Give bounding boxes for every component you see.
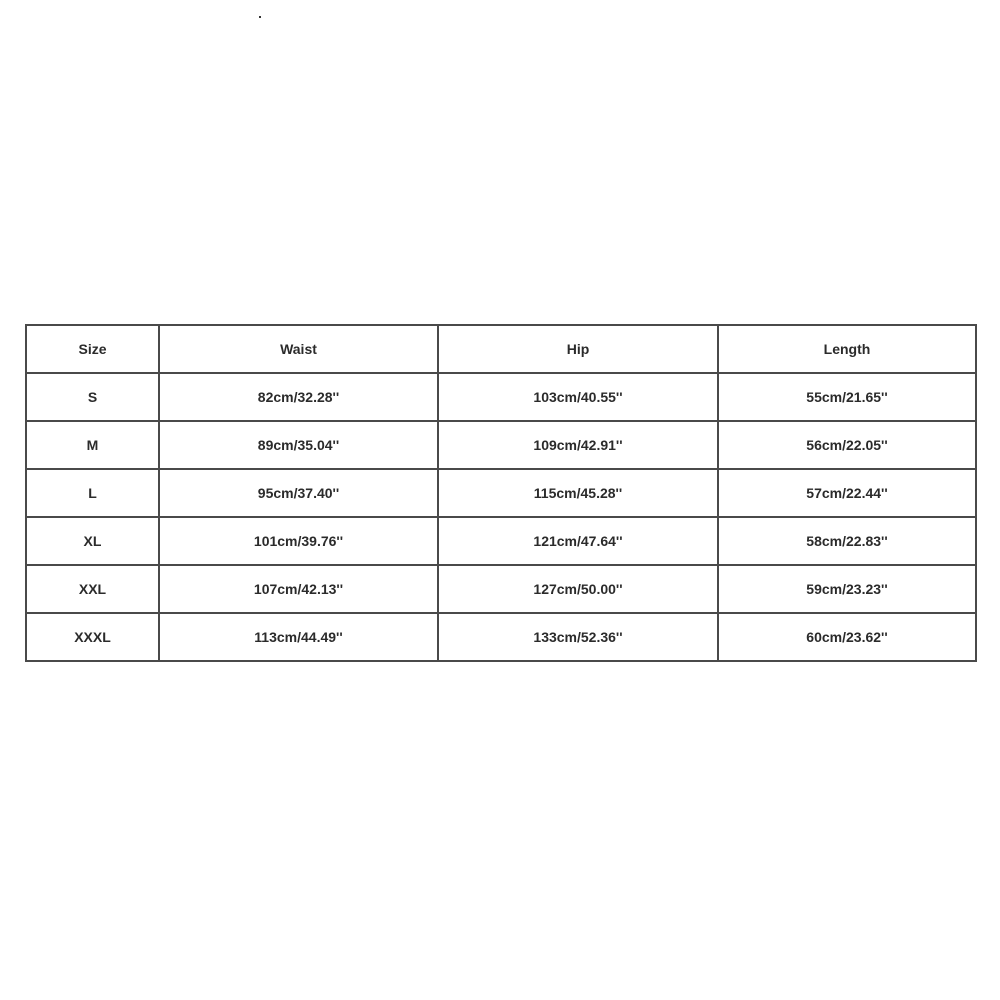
waist-cell: 113cm/44.49'' bbox=[159, 613, 438, 661]
size-cell: M bbox=[26, 421, 159, 469]
size-cell: XXL bbox=[26, 565, 159, 613]
length-cell: 58cm/22.83'' bbox=[718, 517, 976, 565]
table-row bbox=[26, 613, 976, 661]
size-cell: L bbox=[26, 469, 159, 517]
waist-cell: 95cm/37.40'' bbox=[159, 469, 438, 517]
length-cell: 59cm/23.23'' bbox=[718, 565, 976, 613]
hip-cell: 127cm/50.00'' bbox=[438, 565, 718, 613]
size-cell: XXXL bbox=[26, 613, 159, 661]
size-cell: XL bbox=[26, 517, 159, 565]
hip-cell: 133cm/52.36'' bbox=[438, 613, 718, 661]
waist-cell: 89cm/35.04'' bbox=[159, 421, 438, 469]
header-hip: Hip bbox=[438, 325, 718, 373]
table-row bbox=[26, 469, 976, 517]
table-row bbox=[26, 421, 976, 469]
hip-cell: 121cm/47.64'' bbox=[438, 517, 718, 565]
table-row bbox=[26, 373, 976, 421]
header-waist: Waist bbox=[159, 325, 438, 373]
size-chart-table bbox=[25, 324, 977, 662]
header-size: Size bbox=[26, 325, 159, 373]
hip-cell: 103cm/40.55'' bbox=[438, 373, 718, 421]
length-cell: 57cm/22.44'' bbox=[718, 469, 976, 517]
length-cell: 56cm/22.05'' bbox=[718, 421, 976, 469]
waist-cell: 101cm/39.76'' bbox=[159, 517, 438, 565]
header-length: Length bbox=[718, 325, 976, 373]
table-row bbox=[26, 517, 976, 565]
waist-cell: 82cm/32.28'' bbox=[159, 373, 438, 421]
length-cell: 60cm/23.62'' bbox=[718, 613, 976, 661]
header-row bbox=[26, 325, 976, 373]
waist-cell: 107cm/42.13'' bbox=[159, 565, 438, 613]
table-row bbox=[26, 565, 976, 613]
hip-cell: 109cm/42.91'' bbox=[438, 421, 718, 469]
stray-dot bbox=[259, 16, 261, 18]
size-cell: S bbox=[26, 373, 159, 421]
length-cell: 55cm/21.65'' bbox=[718, 373, 976, 421]
hip-cell: 115cm/45.28'' bbox=[438, 469, 718, 517]
